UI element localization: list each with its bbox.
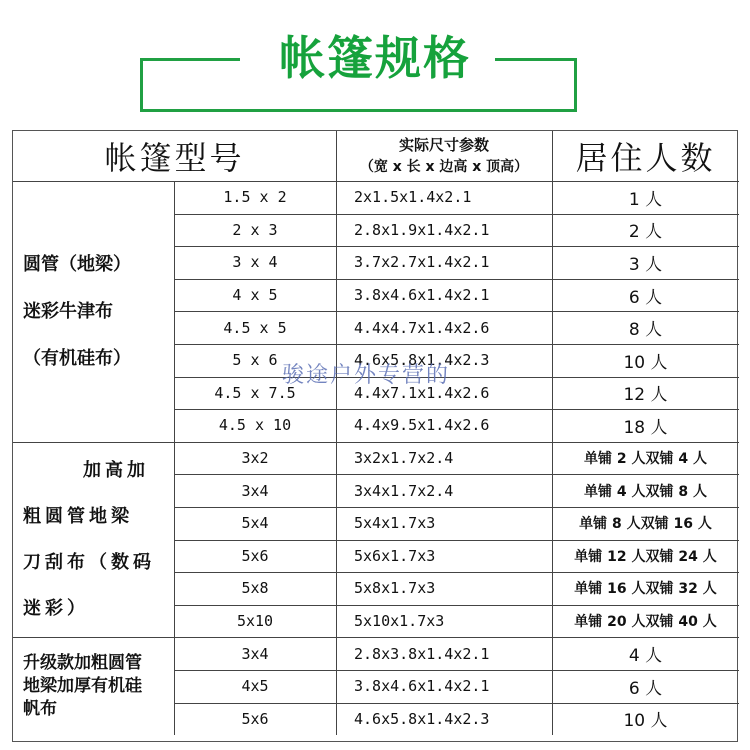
row-model: 5x6 (241, 546, 269, 565)
row-capacity: 单铺 20 人双铺 40 人 (574, 614, 717, 631)
row-model: 3x4 (241, 481, 269, 500)
row-capacity: 2 人 (628, 222, 663, 243)
row-model: 4.5 x 7.5 (214, 383, 296, 402)
row-size: 2x1.5x1.4x2.1 (354, 188, 472, 207)
row-model: 5 x 6 (232, 351, 278, 370)
title-bar (0, 0, 750, 120)
group-label-line: 粗圆管地梁 (23, 505, 133, 527)
row-capacity: 12 人 (623, 385, 668, 406)
table-rule (552, 637, 553, 735)
table-rule (336, 131, 337, 181)
row-model: 5x8 (241, 579, 269, 598)
row-capacity: 10 人 (623, 711, 668, 732)
row-capacity: 单铺 12 人双铺 24 人 (574, 548, 717, 565)
group-label (13, 637, 174, 735)
row-capacity: 6 人 (628, 678, 663, 699)
row-size: 4.4x4.7x1.4x2.6 (354, 318, 490, 337)
header-model: 帐篷型号 (104, 139, 245, 177)
title-frame-bottom (140, 109, 577, 112)
row-size: 5x6x1.7x3 (354, 546, 436, 565)
row-model: 4x5 (241, 677, 269, 696)
group-label-line: 地梁加厚有机硅 (23, 675, 142, 696)
table-rule (174, 442, 175, 638)
table-rule (336, 181, 337, 442)
group-label-line: 迷彩） (23, 597, 89, 619)
table-rule (552, 131, 553, 181)
page-title-text: 帐篷规格 (265, 31, 485, 85)
header-capacity: 居住人数 (575, 139, 716, 177)
table-rule (336, 637, 337, 735)
group-label (13, 442, 174, 638)
group-label-line: 迷彩牛津布 (23, 300, 113, 322)
row-capacity: 18 人 (623, 417, 668, 438)
header-size-line2: （宽 x 长 x 边高 x 顶高） (359, 159, 529, 175)
row-model: 5x10 (236, 612, 274, 631)
row-model: 3 x 4 (232, 253, 278, 272)
table-rule (552, 442, 553, 638)
row-model: 3x4 (241, 644, 269, 663)
row-model: 2 x 3 (232, 220, 278, 239)
watermark-text: 骏途户外专营的 (282, 363, 451, 388)
row-size: 5x4x1.7x3 (354, 514, 436, 533)
row-model: 4.5 x 5 (223, 318, 287, 337)
row-size: 4.6x5.8x1.4x2.3 (354, 709, 490, 728)
row-size: 2.8x1.9x1.4x2.1 (354, 220, 490, 239)
row-capacity: 6 人 (628, 287, 663, 308)
group-label-line: 加高加 (83, 459, 149, 481)
row-size: 3x2x1.7x2.4 (354, 449, 454, 468)
row-capacity: 单铺 4 人双铺 8 人 (584, 483, 707, 500)
row-capacity: 4 人 (628, 646, 663, 667)
row-size: 3.7x2.7x1.4x2.1 (354, 253, 490, 272)
row-model: 1.5 x 2 (223, 188, 287, 207)
group-label-line: 圆管（地梁） (23, 253, 131, 275)
group-label (13, 181, 174, 442)
group-label-line: 刀刮布（数码 (23, 551, 155, 573)
row-model: 4 x 5 (232, 286, 278, 305)
group-label-line: （有机硅布） (23, 347, 131, 369)
row-size: 3.8x4.6x1.4x2.1 (354, 677, 490, 696)
table-rule (552, 181, 553, 442)
row-size: 4.4x9.5x1.4x2.6 (354, 416, 490, 435)
row-model: 5x6 (241, 709, 269, 728)
table-rule (174, 637, 175, 735)
group-label-line: 帆布 (23, 698, 57, 719)
spec-table (12, 130, 738, 742)
row-capacity: 3 人 (628, 254, 663, 275)
row-model: 5x4 (241, 514, 269, 533)
row-capacity: 8 人 (628, 320, 663, 341)
row-size: 4.4x7.1x1.4x2.6 (354, 383, 490, 402)
row-model: 4.5 x 10 (218, 416, 292, 435)
row-capacity: 单铺 8 人双铺 16 人 (579, 516, 712, 533)
row-capacity: 单铺 2 人双铺 4 人 (584, 451, 707, 468)
row-capacity: 1 人 (628, 189, 663, 210)
table-rule (336, 442, 337, 638)
header-size-line1: 实际尺寸参数 (398, 136, 489, 154)
row-size: 3.8x4.6x1.4x2.1 (354, 286, 490, 305)
row-size: 5x8x1.7x3 (354, 579, 436, 598)
row-size: 4.6x5.8x1.4x2.3 (354, 351, 490, 370)
page-title (0, 28, 750, 88)
row-capacity: 单铺 16 人双铺 32 人 (574, 581, 717, 598)
row-size: 3x4x1.7x2.4 (354, 481, 454, 500)
row-model: 3x2 (241, 449, 269, 468)
table-rule (174, 181, 175, 442)
row-size: 5x10x1.7x3 (354, 612, 445, 631)
header-size (336, 131, 552, 181)
row-size: 2.8x3.8x1.4x2.1 (354, 644, 490, 663)
row-capacity: 10 人 (623, 352, 668, 373)
group-label-line: 升级款加粗圆管 (23, 652, 142, 673)
